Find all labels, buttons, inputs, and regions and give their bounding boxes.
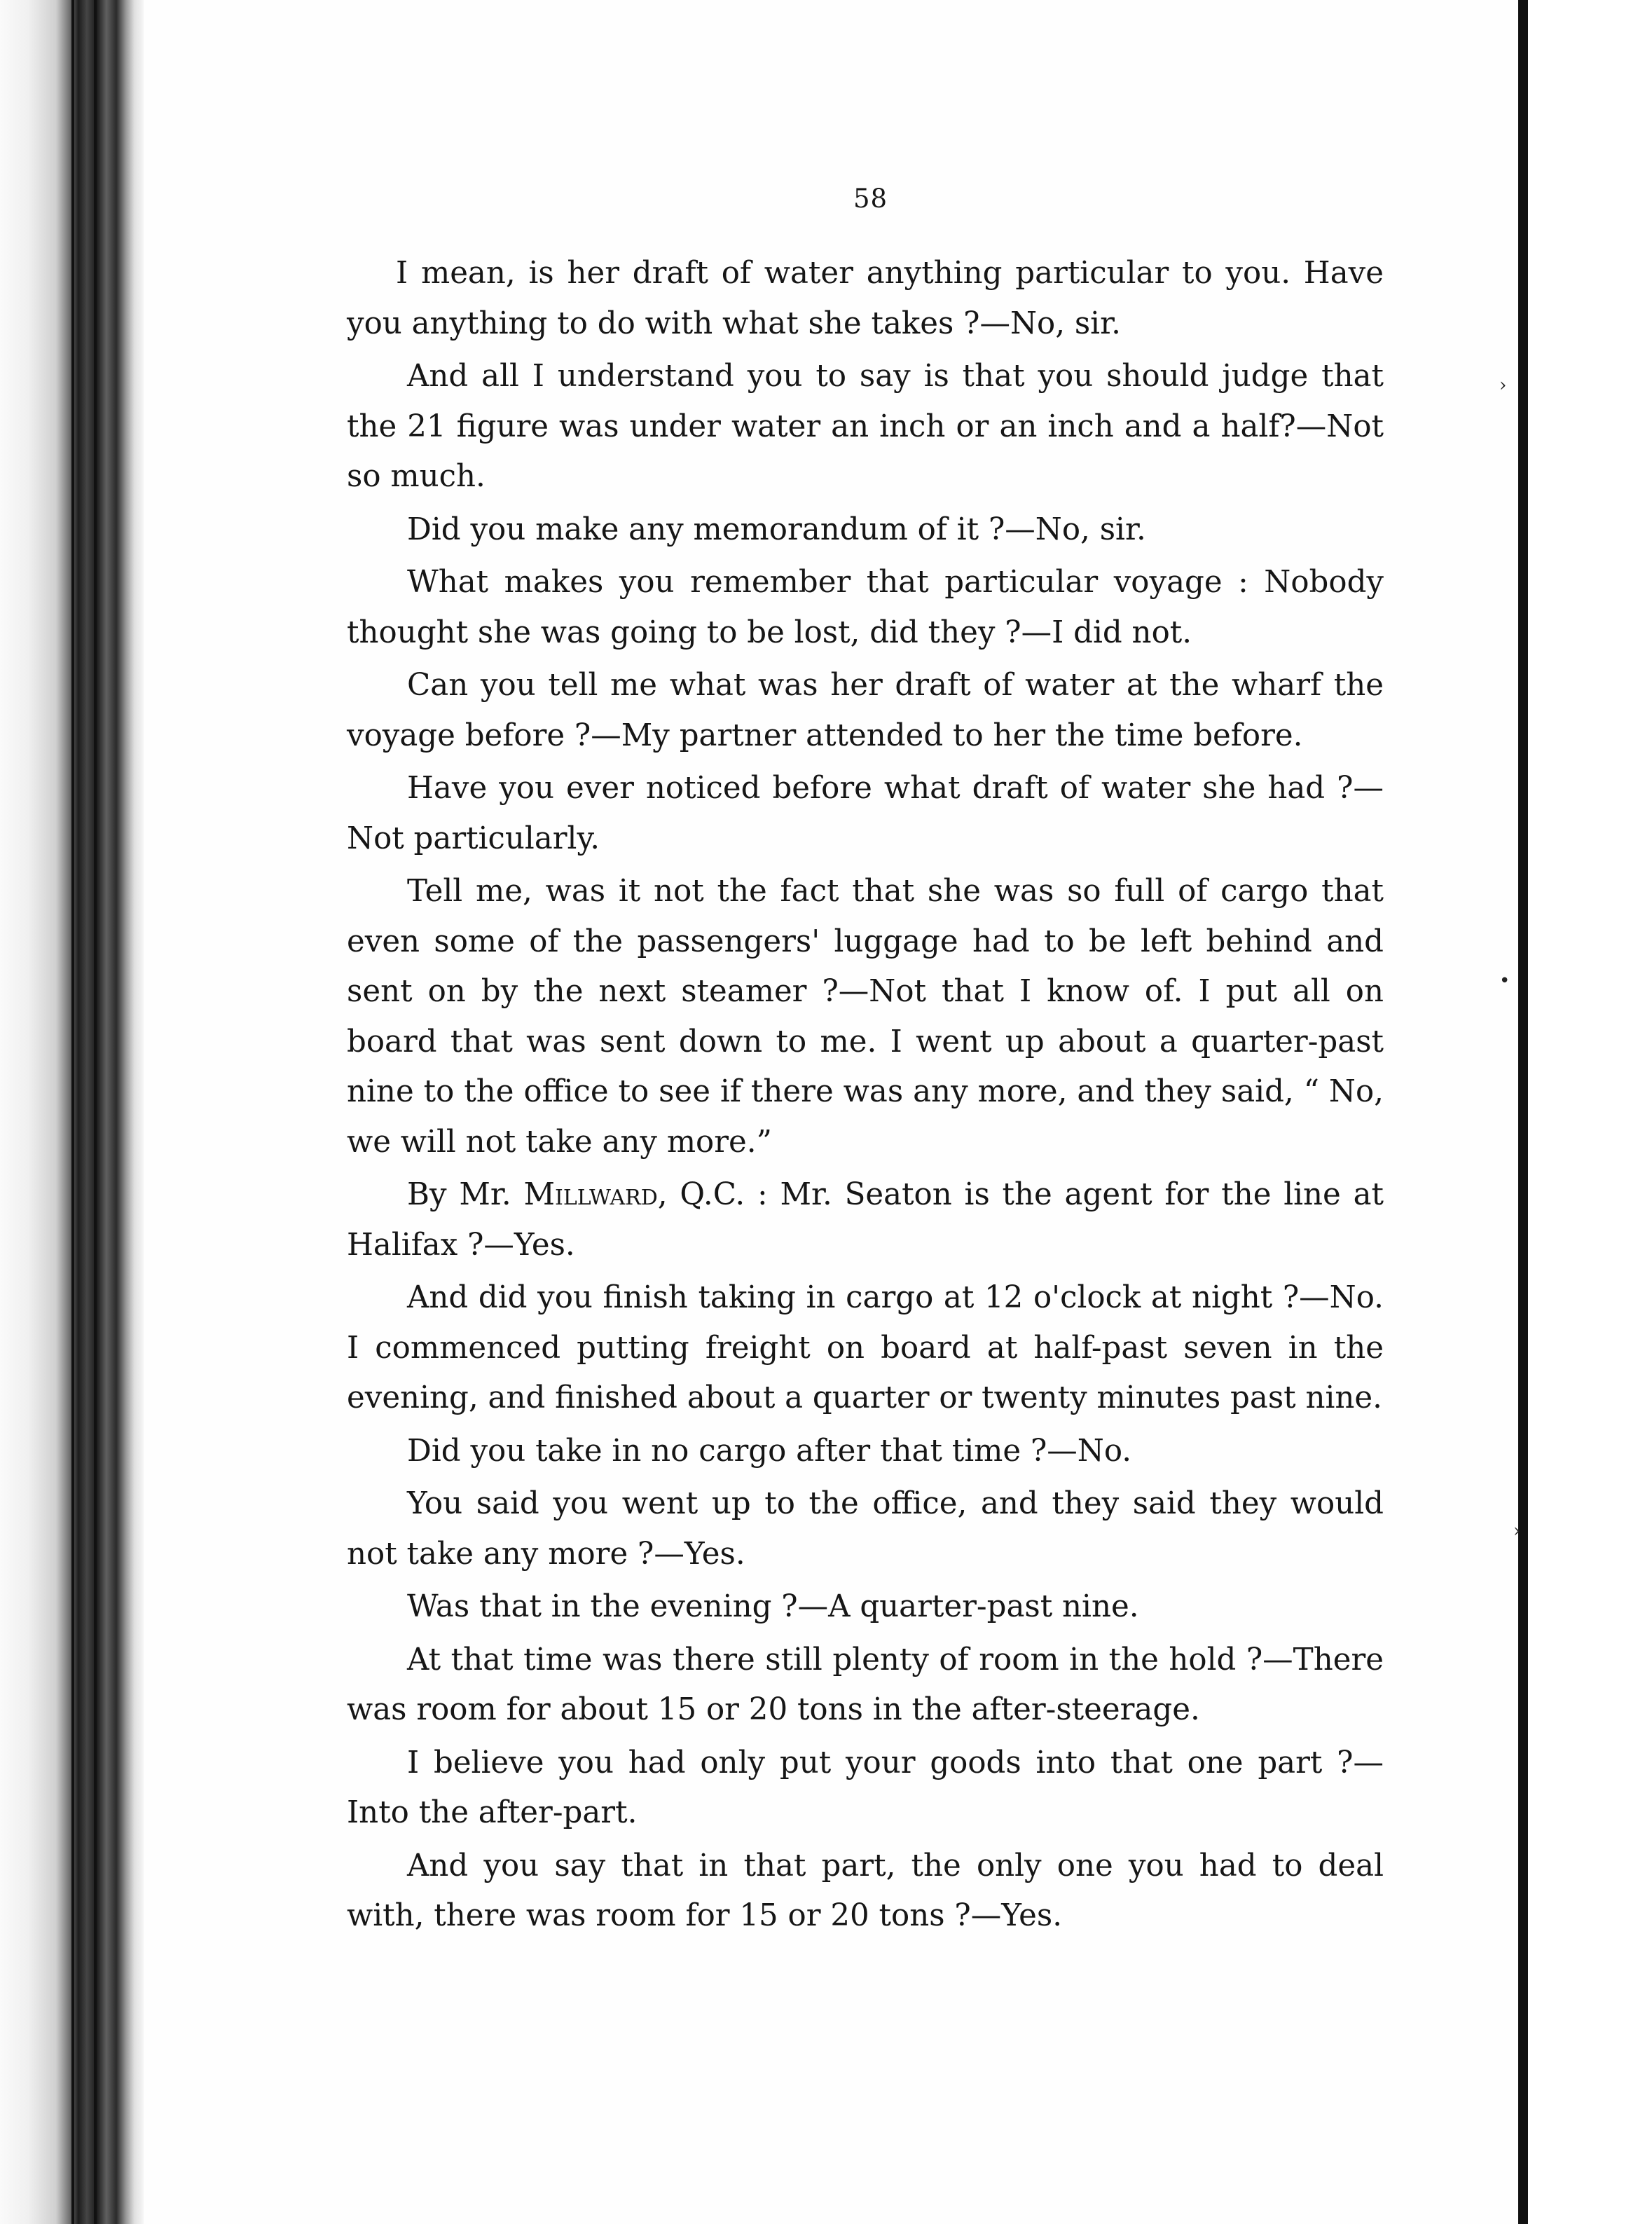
paragraph: What makes you remember that particular voyage : Nobody thought she was going to be lost, did they ?—I did not. xyxy=(347,565,1384,650)
page-body xyxy=(347,249,1384,1944)
paragraph: I believe you had only put your goods into that one part ?—Into the after-part. xyxy=(347,1745,1384,1830)
margin-mark: › xyxy=(1513,1521,1521,1542)
paragraph: Tell me, was it not the fact that she was so full of cargo that even some of the passengers' luggage had to be left behind and sent on by the next steamer ?—Not that I know of. I put all on board that was sent down to me. I went up about a quarter-past nine to the office to see if there was any more, and they said, “ No, we will not take any more.” xyxy=(347,874,1384,1160)
paragraph: And all I understand you to say is that you should judge that the 21 figure was under water an inch or an inch and a half?—Not so much. xyxy=(347,359,1384,494)
book-edge-line xyxy=(71,0,74,2224)
paragraph: Was that in the evening ?—A quarter-past nine. xyxy=(407,1589,1139,1624)
paragraph: Did you take in no cargo after that time ?—No. xyxy=(407,1433,1132,1469)
paragraph: And you say that in that part, the only one you had to deal with, there was room for 15 or 20 tons ?—Yes. xyxy=(347,1848,1384,1933)
page-number: 58 xyxy=(853,184,888,214)
paragraph: At that time was there still plenty of room in the hold ?—There was room for about 15 or 20 tons in the after-steerage. xyxy=(347,1642,1384,1727)
paragraph: Have you ever noticed before what draft of water she had ?—Not particularly. xyxy=(347,771,1384,856)
margin-mark: • xyxy=(1499,970,1510,991)
page-right-edge xyxy=(1518,0,1528,2224)
paragraph: I mean, is her draft of water anything particular to you. Have you anything to do with what she takes ?—No, sir. xyxy=(347,256,1384,341)
paragraph: You said you went up to the office, and they said they would not take any more ?—Yes. xyxy=(347,1486,1384,1572)
scan-margin xyxy=(1528,0,1652,2224)
paragraph: And did you finish taking in cargo at 12 o'clock at night ?—No. I commenced putting freight on board at half-past seven in the evening, and finished about a quarter or twenty minutes past nine. xyxy=(347,1280,1384,1415)
book-edge-line xyxy=(94,0,97,2224)
margin-mark: › xyxy=(1499,375,1507,396)
paragraph-text: , Q.C. : Mr. Seaton is the agent for the line at Halifax ?—Yes. xyxy=(347,1177,1384,1263)
paragraph: Can you tell me what was her draft of water at the wharf the voyage before ?—My partner attended to her the time before. xyxy=(347,668,1384,753)
paragraph: Did you make any memorandum of it ?—No, sir. xyxy=(407,512,1146,547)
speaker-name: Millward xyxy=(523,1177,658,1212)
speaker-prefix: By Mr. xyxy=(407,1177,524,1212)
paragraph xyxy=(347,1170,1384,1270)
